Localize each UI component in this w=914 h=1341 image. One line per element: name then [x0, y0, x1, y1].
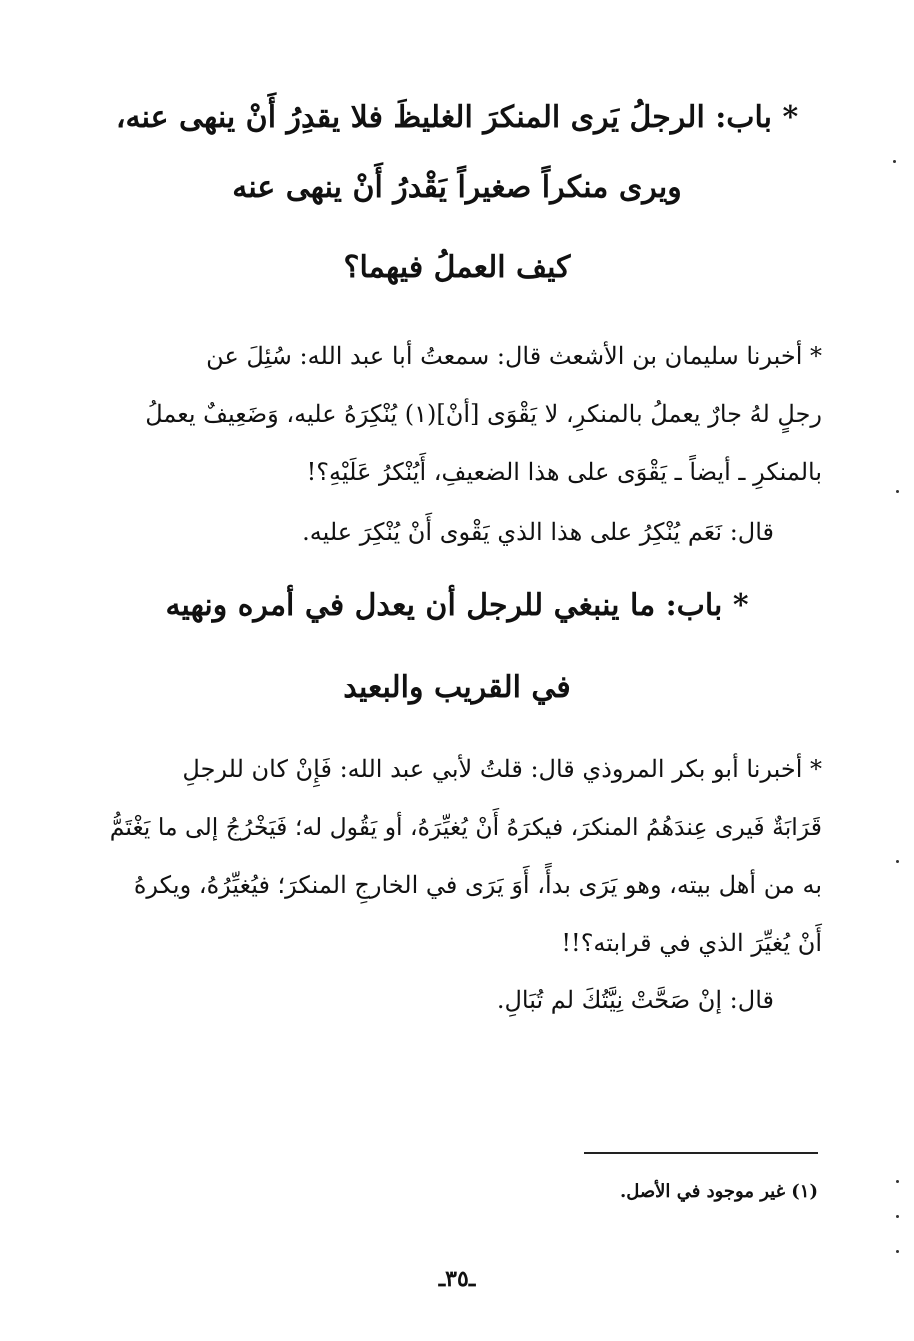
scan-speck [896, 860, 899, 863]
section2-paragraph [110, 740, 822, 972]
section1-heading-line3: كيف العملُ فيهما؟ [343, 250, 571, 285]
scan-speck [896, 1180, 899, 1183]
scan-speck [896, 1215, 899, 1218]
page-number: ـ٣٥ـ [438, 1266, 476, 1292]
section1-paragraph-line2: رجلٍ لهُ جارٌ يعملُ بالمنكرِ، لا يَقْوَى [أنْ](١) يُنْكِرَهُ عليه، وَضَعِيفٌ يعملُ [145, 400, 822, 428]
section2-answer: قال: إنْ صَحَّتْ نِيَّتُكَ لم تُبَالِ. [496, 986, 774, 1014]
footnote: (١) غير موجود في الأصل. [619, 1181, 818, 1202]
section2-paragraph-line4: أَنْ يُغيِّرَ الذي في قرابته؟!! [561, 929, 822, 957]
section1-paragraph [110, 327, 822, 501]
section2-heading-line1: * باب: ما ينبغي للرجل أن يعدل في أمره ونهيه [165, 588, 749, 623]
section1-paragraph-line3: بالمنكرِ ـ أيضاً ـ يَقْوَى على هذا الضعيفِ، أَيُنْكرُ عَلَيْهِ؟! [306, 458, 822, 486]
section1-paragraph-line1: * أخبرنا سليمان بن الأشعث قال: سمعتُ أبا عبد الله: سُئِلَ عن [206, 342, 822, 370]
section1-heading-line1: * باب: الرجلُ يَرى المنكرَ الغليظَ فلا يقدِرُ أَنْ ينهى عنه، [115, 100, 799, 135]
section2-heading-line2: في القريب والبعيد [343, 670, 571, 705]
scan-speck [896, 490, 899, 493]
section2-paragraph-line3: به من أهل بيته، وهو يَرَى بدأً، أَوَ يَرَى في الخارجِ المنكرَ؛ فيُغيِّرُهُ، ويكرهُ [133, 871, 822, 899]
scan-speck [893, 160, 896, 163]
scan-speck [896, 1250, 899, 1253]
section1-answer: قال: نَعَم يُنْكِرُ على هذا الذي يَقْوى أَنْ يُنْكِرَ عليه. [302, 518, 774, 546]
section2-paragraph-line2: قَرَابَةٌ فَيرى عِندَهُمُ المنكرَ، فيكرَهُ أَنْ يُغيِّرَهُ، أو يَقُول له؛ فَيَخْرُجُ إلى ما يَغْتَمُّ [109, 813, 822, 841]
section1-heading-line2: ويرى منكراً صغيراً يَقْدرُ أَنْ ينهى عنه [232, 170, 682, 205]
footnote-divider [584, 1152, 818, 1154]
section2-paragraph-line1: * أخبرنا أبو بكر المروذي قال: قلتُ لأبي عبد الله: فَإِنْ كان للرجلِ [182, 755, 822, 783]
